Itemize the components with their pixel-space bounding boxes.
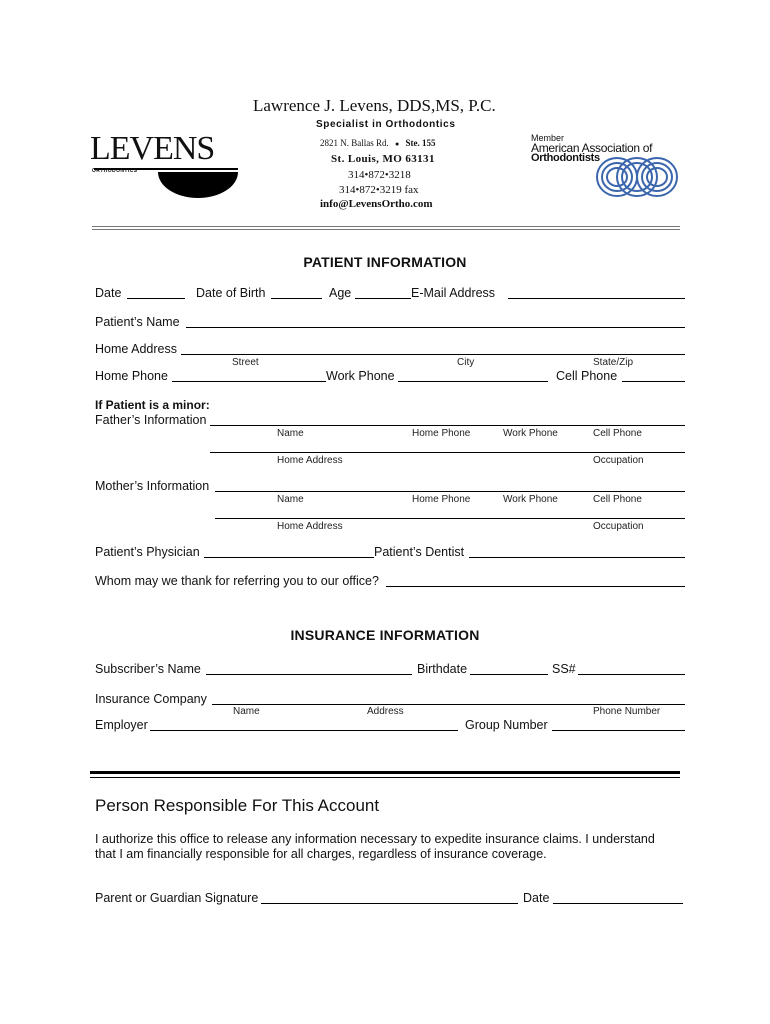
aao-line2: Orthodontists <box>531 152 600 164</box>
cell-phone-field[interactable] <box>622 381 685 382</box>
email: info@LevensOrtho.com <box>320 198 433 210</box>
city-hint: City <box>457 357 475 368</box>
home-phone-field[interactable] <box>172 381 326 382</box>
insurance-company-label: Insurance Company <box>95 692 207 706</box>
group-number-field[interactable] <box>552 730 685 731</box>
signature-label: Parent or Guardian Signature <box>95 891 259 905</box>
home-address-field[interactable] <box>181 354 685 355</box>
ss-field[interactable] <box>578 674 685 675</box>
specialty: Specialist in Orthodontics <box>316 119 456 130</box>
mother-cell-phone-hint: Cell Phone <box>593 494 642 505</box>
insurance-address-hint: Address <box>367 706 404 717</box>
subscriber-field[interactable] <box>206 674 412 675</box>
father-address-field[interactable] <box>210 452 685 453</box>
aao-emblem-icon <box>595 153 685 199</box>
dob-label: Date of Birth <box>196 286 266 300</box>
insurance-phone-hint: Phone Number <box>593 706 661 717</box>
dob-field[interactable] <box>271 298 322 299</box>
address-street <box>320 138 435 148</box>
mother-address-field[interactable] <box>215 518 685 519</box>
mother-address-hint: Home Address <box>277 521 343 532</box>
home-address-label: Home Address <box>95 342 177 356</box>
father-address-hint: Home Address <box>277 455 343 466</box>
email-field[interactable] <box>508 298 685 299</box>
birthdate-label: Birthdate <box>417 662 468 676</box>
authorization-text-line1: I authorize this office to release any information necessary to expedite insurance claims. I understand <box>95 832 655 846</box>
section-divider-bottom <box>90 777 680 778</box>
work-phone-label: Work Phone <box>326 369 395 383</box>
logo-text: LEVENS <box>90 130 215 167</box>
father-work-phone-hint: Work Phone <box>503 428 558 439</box>
practice-name: Lawrence J. Levens, DDS,MS, P.C. <box>253 96 496 115</box>
patient-name-field[interactable] <box>186 327 685 328</box>
physician-label: Patient’s Physician <box>95 545 200 559</box>
suite-text: Ste. 155 <box>405 138 436 148</box>
address-city: St. Louis, MO 63131 <box>331 153 435 165</box>
date-label: Date <box>95 286 122 300</box>
aao-member: Member <box>531 133 565 143</box>
signature-field[interactable] <box>261 903 518 904</box>
father-info-label: Father’s Information <box>95 413 207 427</box>
father-info-field[interactable] <box>210 425 685 426</box>
age-field[interactable] <box>355 298 411 299</box>
father-cell-phone-hint: Cell Phone <box>593 428 642 439</box>
header-divider-top <box>92 226 680 227</box>
patient-name-label: Patient’s Name <box>95 315 180 329</box>
fax: 314•872•3219 fax <box>339 184 419 196</box>
employer-label: Employer <box>95 718 148 732</box>
employer-field[interactable] <box>150 730 458 731</box>
mother-name-hint: Name <box>277 494 304 505</box>
responsible-title: Person Responsible For This Account <box>95 796 380 815</box>
insurance-info-title: INSURANCE INFORMATION <box>290 627 480 643</box>
insurance-name-hint: Name <box>233 706 260 717</box>
father-occupation-hint: Occupation <box>593 455 644 466</box>
physician-field[interactable] <box>204 557 374 558</box>
home-phone-label: Home Phone <box>95 369 168 383</box>
mother-info-field[interactable] <box>215 491 685 492</box>
mother-work-phone-hint: Work Phone <box>503 494 558 505</box>
referral-label: Whom may we thank for referring you to our office? <box>95 574 379 588</box>
email-label: E-Mail Address <box>411 286 496 300</box>
birthdate-field[interactable] <box>470 674 548 675</box>
group-number-label: Group Number <box>465 718 548 732</box>
date-field[interactable] <box>127 298 185 299</box>
mother-occupation-hint: Occupation <box>593 521 644 532</box>
section-divider-top <box>90 771 680 774</box>
statezip-hint: State/Zip <box>593 357 634 368</box>
dentist-label: Patient’s Dentist <box>374 545 465 559</box>
signature-date-label: Date <box>523 891 550 905</box>
authorization-text-line2: that I am financially responsible for all charges, regardless of insurance coverage. <box>95 847 547 861</box>
age-label: Age <box>329 286 352 300</box>
dentist-field[interactable] <box>469 557 685 558</box>
header-divider-bottom <box>92 229 680 230</box>
insurance-company-field[interactable] <box>212 704 685 705</box>
logo-subtext: ORTHODONTICS <box>92 168 138 174</box>
father-home-phone-hint: Home Phone <box>412 428 471 439</box>
minor-heading: If Patient is a minor: <box>95 398 210 412</box>
cell-phone-label: Cell Phone <box>556 369 618 383</box>
mother-info-label: Mother’s Information <box>95 479 210 493</box>
bullet-icon: ● <box>395 140 400 148</box>
signature-date-field[interactable] <box>553 903 683 904</box>
street-hint: Street <box>232 357 259 368</box>
work-phone-field[interactable] <box>398 381 548 382</box>
ss-label: SS# <box>552 662 576 676</box>
patient-info-title: PATIENT INFORMATION <box>303 254 467 270</box>
phone: 314•872•3218 <box>348 169 411 181</box>
aao-line1: American Association of <box>531 141 653 155</box>
subscriber-label: Subscriber’s Name <box>95 662 201 676</box>
father-name-hint: Name <box>277 428 304 439</box>
mother-home-phone-hint: Home Phone <box>412 494 471 505</box>
referral-field[interactable] <box>386 586 685 587</box>
levens-logo <box>88 132 238 198</box>
street-text: 2821 N. Ballas Rd. <box>320 138 389 148</box>
